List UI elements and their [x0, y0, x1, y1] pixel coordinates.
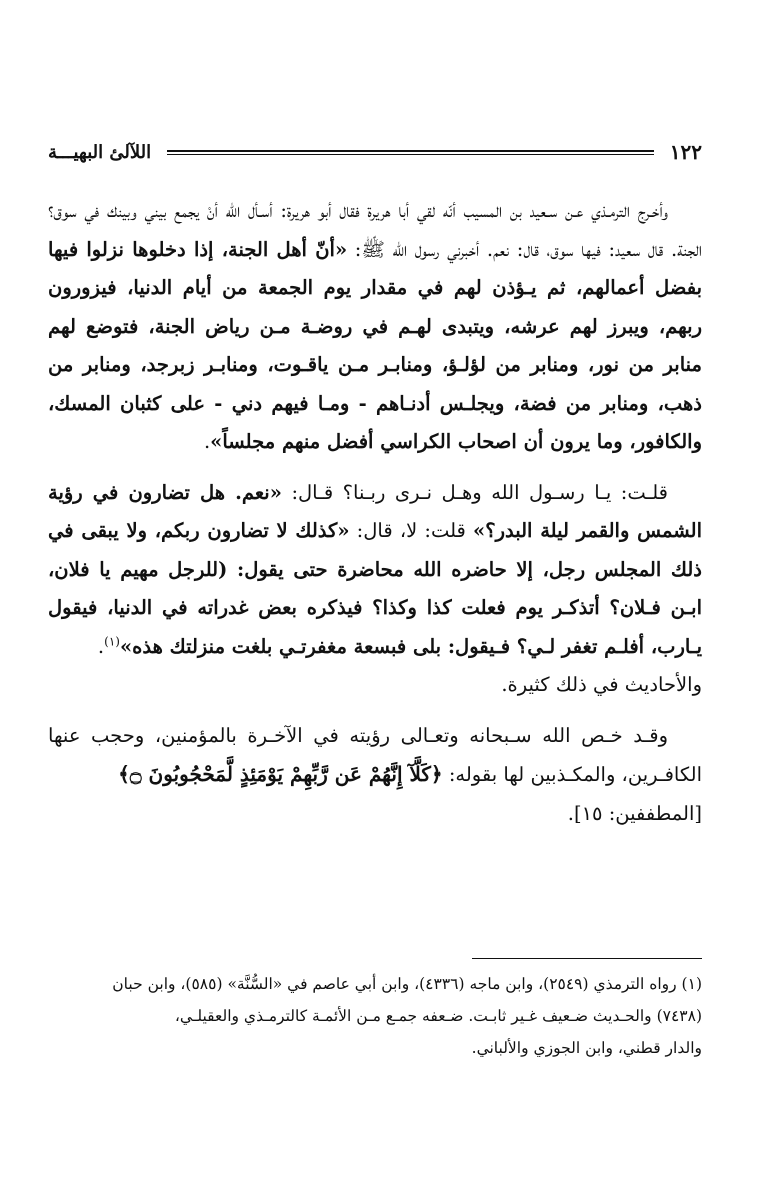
verse-intro: وقـد خـص الله سـبحانه وتعـالى رؤيته في الآخـرة بالمؤمنين، وحجب عنها الكافـرين، والمكـذبين لها بقوله:: [48, 723, 702, 786]
running-header: [48, 137, 702, 167]
footnotes: [48, 968, 702, 1064]
hadith-intro: وأخـرج الترمـذي عـن سـعيد بن المسيب أنّه لقي أبا هريرة فقال أبو هريرة: أسـأل الله أنْ يجمع بيني وبينك في سوق؟ الجنة. قال سعيد: فيها سوق، قال: نعم. أخبرني رسول الله ﷺ:: [48, 199, 702, 261]
paragraph-hadith-market: [48, 192, 702, 462]
footnote-separator: [472, 958, 702, 959]
header-rule: [167, 150, 654, 155]
book-title: اللآلئ البهيـــة: [48, 141, 152, 163]
closing-sentence: والأحاديث في ذلك كثيرة.: [501, 673, 702, 696]
answer-quote-2: «كذلك لا تضارون ربكم، ولا يبقى في ذلك المجلس رجل، إلا حاضره الله محاضرة حتى يقول: (للرجل مهيم يا فلان، ابـن فـلان؟ أتذكـر يوم فعلت كذا وكذا؟ فيذكره بعض غدراته في الدنيا، فيقول يـارب، أفلـم تغفر لـي؟ فـيقول: بلى فبسعة مغفرتـي بلغت منزلتك هذه»: [48, 519, 702, 658]
main-text: [48, 192, 702, 845]
footnote-1-line-3: والدار قطني، وابن الجوزي والألباني.: [471, 1039, 702, 1057]
paragraph-seeing-lord: [48, 474, 702, 705]
paragraph-quran-verse: [48, 717, 702, 834]
footnote-1-line-1: (١) رواه الترمذي (٢٥٤٩)، وابن ماجه (٤٣٣٦)، وابن أبي عاصم في «السُّنَّة» (٥٨٥)، وابن حبان: [112, 975, 702, 993]
reply-text: قلت: لا، قال:: [349, 519, 474, 542]
question-text: قلـت: يـا رسـول الله وهـل نـرى ربـنا؟ قـال:: [281, 480, 668, 504]
verse-source: [المطففين: ١٥].: [567, 801, 702, 825]
paragraph-end: .: [97, 634, 105, 658]
page-number: ١٢٢: [669, 140, 702, 164]
quran-verse: ﴿كَلَّآ إِنَّهُمْ عَن رَّبِّهِمْ يَوْمَئِذٍ لَّمَحْجُوبُونَ ۝﴾: [118, 762, 443, 786]
footnote-reference[interactable]: (١): [104, 634, 120, 648]
hadith-quote: «أنّ أهل الجنة، إذا دخلوها نزلوا فيها بفضل أعمالهم، ثم يـؤذن لهم في مقدار يوم الجمعة من أيام الدنيا، فيزورون ربهم، ويبرز لهم عرشه، ويتبدى لهـم في روضـة مـن رياض الجنة، فتوضع لهم منابر من نور، ومنابر من لؤلـؤ، ومنابـر مـن ياقـوت، ومنابـر زبرجد، ومنابر من ذهب، ومنابر من فضة، ويجلـس أدنـاهم - ومـا فيهم دني - على كثبان المسك، والكافور، وما يرون أن اصحاب الكراسي أفضل منهم مجلساً»: [48, 237, 702, 453]
footnote-1-line-2: (٧٤٣٨) والحـديث ضـعيف غـير ثابـت. ضـعفه جمـع مـن الأئمـة كالترمـذي والعقيلـي،: [174, 1007, 702, 1025]
hadith-end: .: [203, 430, 211, 453]
answer-quote: «نعم. هل تضارون في رؤية الشمس والقمر ليلة البدر؟»: [48, 480, 702, 542]
